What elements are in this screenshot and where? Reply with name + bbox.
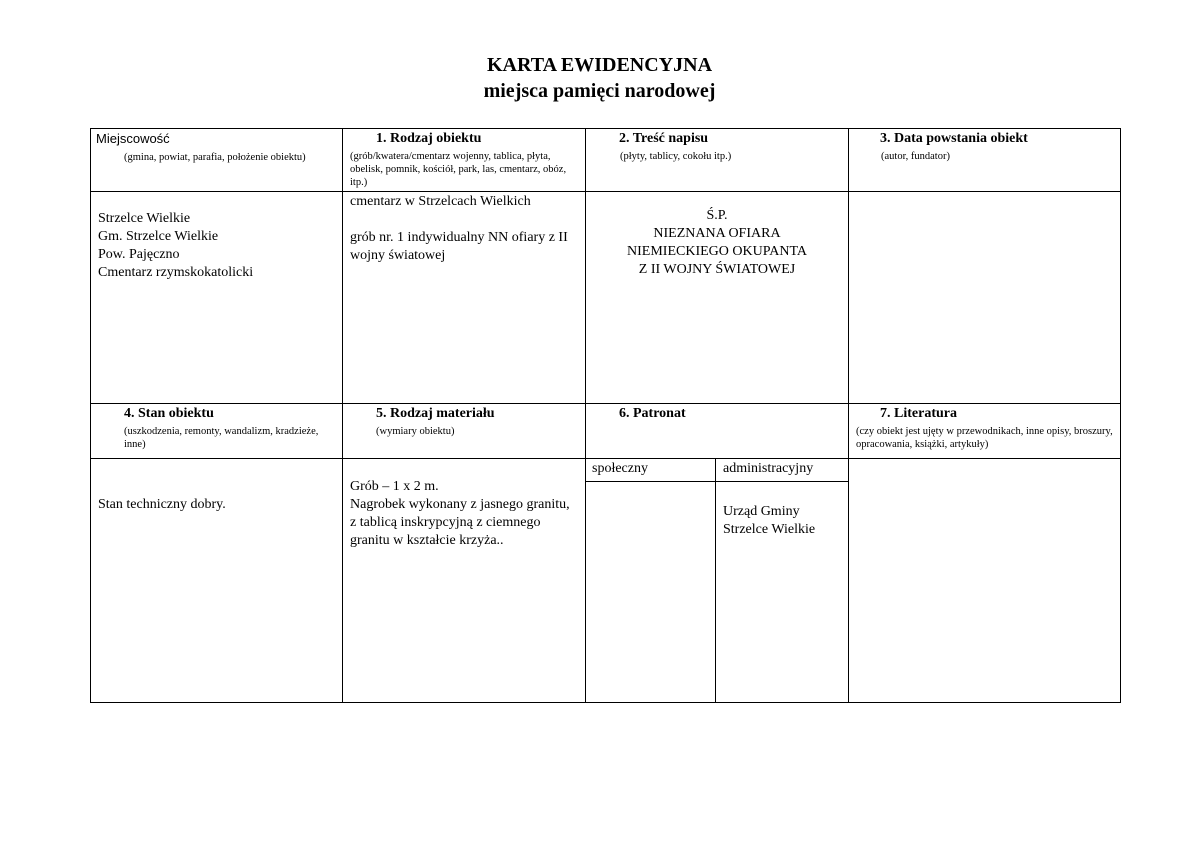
header-patronat: 6. Patronat bbox=[619, 406, 686, 421]
condition-value: Stan techniczny dobry. bbox=[98, 497, 226, 512]
patronat-administracyjny-label: administracyjny bbox=[723, 461, 814, 476]
material-value: Grób – 1 x 2 m. Nagrobek wykonany z jasnego granitu, z tablicą inskrypcyjną z ciemnego granitu w kształcie krzyża.. bbox=[350, 479, 570, 548]
header-stan-obiektu: 4. Stan obiektu bbox=[124, 406, 214, 421]
location-line: Strzelce Wielkie bbox=[98, 211, 191, 226]
inscription-text bbox=[585, 207, 849, 279]
table-border-left bbox=[90, 128, 91, 703]
patronat-spoleczny-label: społeczny bbox=[592, 461, 648, 476]
row-divider bbox=[90, 191, 1121, 192]
page-subtitle: miejsca pamięci narodowej bbox=[483, 80, 716, 102]
row-divider bbox=[90, 128, 1121, 129]
patronat-divider bbox=[715, 459, 716, 703]
column-divider bbox=[342, 128, 343, 703]
location-line: Cmentarz rzymskokatolicki bbox=[98, 265, 254, 280]
inscription-line: Ś.P. bbox=[706, 208, 728, 223]
hint-rodzaj-materialu: (wymiary obiektu) bbox=[376, 426, 455, 437]
location-line: Gm. Strzelce Wielkie bbox=[98, 229, 219, 244]
hint-miejscowosc: (gmina, powiat, parafia, położenie obiektu) bbox=[124, 152, 306, 163]
header-rodzaj-obiektu: 1. Rodzaj obiektu bbox=[376, 131, 482, 146]
header-tresc-napisu: 2. Treść napisu bbox=[619, 131, 709, 146]
hint-literatura: (czy obiekt jest ujęty w przewodnikach, inne opisy, broszury, opracowania, książki, artykuły) bbox=[856, 426, 1113, 450]
header-data-powstania: 3. Data powstania obiekt bbox=[880, 131, 1028, 146]
patronat-header-divider bbox=[585, 481, 849, 482]
location-line: Pow. Pajęczno bbox=[98, 247, 180, 262]
patronat-administracyjny-value: Urząd Gminy Strzelce Wielkie bbox=[723, 504, 816, 537]
hint-rodzaj-obiektu: (grób/kwatera/cmentarz wojenny, tablica, płyta, obelisk, pomnik, kościół, park, las, cmentarz, obóz, itp.) bbox=[350, 151, 567, 188]
hint-tresc-napisu: (płyty, tablicy, cokołu itp.) bbox=[620, 151, 732, 162]
row-divider bbox=[90, 458, 1121, 459]
table-border-right bbox=[1120, 128, 1121, 703]
object-type-line1: cmentarz w Strzelcach Wielkich bbox=[350, 194, 531, 209]
table-border-bottom bbox=[90, 702, 1121, 703]
inscription-line: Z II WOJNY ŚWIATOWEJ bbox=[638, 262, 796, 277]
inscription-line: NIEMIECKIEGO OKUPANTA bbox=[627, 244, 807, 259]
page-title: KARTA EWIDENCYJNA bbox=[486, 54, 713, 76]
header-literatura: 7. Literatura bbox=[880, 406, 957, 421]
header-miejscowosc: Miejscowość bbox=[96, 131, 170, 146]
inscription-line: NIEZNANA OFIARA bbox=[653, 226, 781, 241]
hint-data-powstania: (autor, fundator) bbox=[881, 151, 950, 162]
row-divider bbox=[90, 403, 1121, 404]
header-rodzaj-materialu: 5. Rodzaj materiału bbox=[376, 406, 495, 421]
location-value bbox=[98, 210, 253, 282]
object-type-line2: grób nr. 1 indywidualny NN ofiary z II wojny światowej bbox=[350, 230, 568, 263]
hint-stan-obiektu: (uszkodzenia, remonty, wandalizm, kradzieże, inne) bbox=[124, 426, 319, 450]
